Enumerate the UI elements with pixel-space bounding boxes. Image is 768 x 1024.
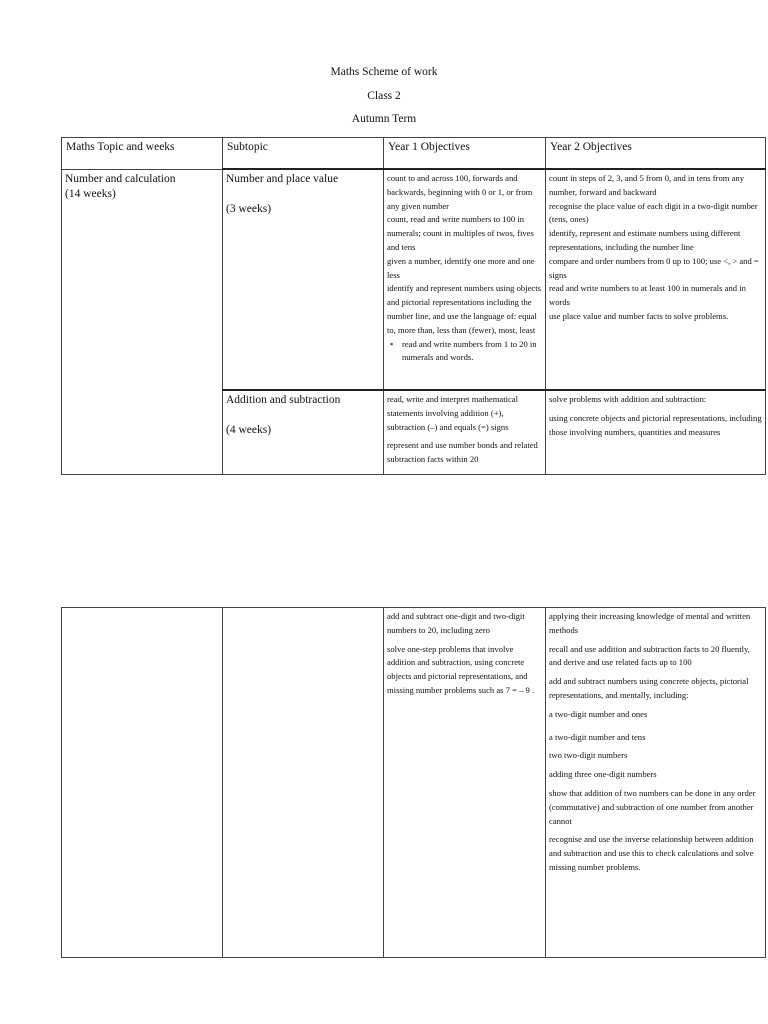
scheme-table-continued xyxy=(61,607,766,958)
objective-item: two two-digit numbers xyxy=(549,750,628,761)
header-subtopic: Subtopic xyxy=(223,138,384,170)
topic-cell-empty xyxy=(62,608,223,958)
objective-item: show that addition of two numbers can be done in any order (commutative) and subtraction of one number from another cannot xyxy=(549,787,756,826)
subtopic-name: Addition and subtraction xyxy=(226,394,341,406)
table-row xyxy=(62,169,766,390)
objective-item: applying their increasing knowledge of mental and written methods xyxy=(549,611,751,635)
objective-item: solve problems with addition and subtraction: xyxy=(549,394,707,404)
subtopic-cell xyxy=(223,390,384,474)
objective-item: recognise the place value of each digit in a two-digit number (tens, ones) xyxy=(549,200,758,225)
year1-objectives-cell xyxy=(384,390,546,474)
objective-item: using concrete objects and pictorial representations, including those involving numbers, quantities and measures xyxy=(549,412,762,437)
year1-objectives-cell xyxy=(384,169,546,390)
topic-weeks: (14 weeks) xyxy=(65,187,116,200)
subtopic-weeks: (4 weeks) xyxy=(226,424,272,436)
objective-item: add and subtract one-digit and two-digit numbers to 20, including zero xyxy=(387,611,525,635)
header-year2: Year 2 Objectives xyxy=(546,138,766,170)
subtopic-name: Number and place value xyxy=(226,173,339,185)
objective-item: read and write numbers to at least 100 in numerals and in words xyxy=(549,283,746,308)
objective-item: recognise and use the inverse relationship between addition and subtraction and use this to check calculations and solve missing number problems. xyxy=(549,834,754,872)
term-label: Autumn Term xyxy=(351,113,417,125)
objective-item: given a number, identify one more and one less xyxy=(387,255,535,280)
objective-item: a two-digit number and ones xyxy=(549,708,648,719)
table-row xyxy=(62,608,766,958)
topic-cell xyxy=(62,169,223,474)
scheme-table xyxy=(61,137,766,475)
objective-item: identify and represent numbers using objects and pictorial representations including the number line, and use the language of: equal to, more than, less than (fewer), most, least xyxy=(387,283,541,335)
objective-item: count to and across 100, forwards and backwards, beginning with 0 or 1, or from any given number xyxy=(387,173,533,211)
year2-objectives-cell xyxy=(546,169,766,390)
year2-objectives-cell xyxy=(546,608,766,958)
subtopic-weeks: (3 weeks) xyxy=(226,203,272,215)
subtopic-cell-empty xyxy=(223,608,384,958)
topic-name: Number and calculation xyxy=(65,172,176,185)
objective-item: count, read and write numbers to 100 in numerals; count in multiples of twos, fives and tens xyxy=(387,214,534,252)
objective-item: represent and use number bonds and related subtraction facts within 20 xyxy=(387,440,538,465)
objective-item: compare and order numbers from 0 up to 100; use <, > and = signs xyxy=(549,255,759,280)
objective-item: read, write and interpret mathematical statements involving addition (+), subtraction (–) and equals (=) signs xyxy=(387,394,518,432)
objective-item: identify, represent and estimate numbers using different representations, including the number line xyxy=(549,228,741,252)
subtopic-cell xyxy=(223,169,384,390)
objective-item: a two-digit number and tens xyxy=(549,731,646,742)
year1-objectives-cell xyxy=(384,608,546,958)
objective-item: count in steps of 2, 3, and 5 from 0, and in tens from any number, forward and backward xyxy=(549,173,744,197)
objective-item: add and subtract numbers using concrete objects, pictorial representations, and mentally, including: xyxy=(549,676,749,700)
objective-item: recall and use addition and subtraction facts to 20 fluently, and derive and use related facts up to 100 xyxy=(549,643,750,668)
objective-item: use place value and number facts to solve problems. xyxy=(549,310,729,321)
bullet-objective-item: ▪ read and write numbers from 1 to 20 in numerals and words. xyxy=(387,338,542,366)
document-title: Maths Scheme of work xyxy=(330,66,438,78)
year2-objectives-cell xyxy=(546,390,766,474)
class-label: Class 2 xyxy=(367,90,401,102)
table-header-row xyxy=(62,138,766,170)
objective-item: solve one-step problems that involve addition and subtraction, using concrete objects and pictorial representations, and missing number problems such as 7 = – 9 . xyxy=(387,643,535,695)
header-topic: Maths Topic and weeks xyxy=(62,138,223,170)
header-year1: Year 1 Objectives xyxy=(384,138,546,170)
objective-item: adding three one-digit numbers xyxy=(549,769,657,780)
